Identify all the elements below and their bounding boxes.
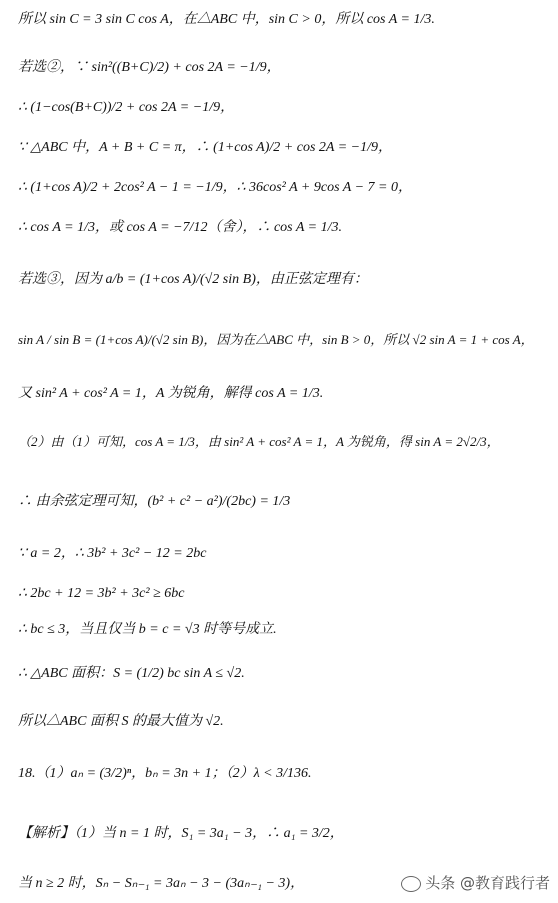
text-line-5: ∴ (1+cos A)/2 + 2cos² A − 1 = −1/9，∴ 36cos² A + 9cos A − 7 = 0， (18, 180, 412, 195)
text-line-18: 【解析】（1）当 n = 1 时，S₁ = 3a₁ − 3，∴ a₁ = 3/2， (18, 826, 344, 841)
text-line-10: （2）由（1）可知，cos A = 1/3，由 sin² A + cos² A = 1，A 为锐角，得 sin A = 2√2/3， (18, 434, 500, 449)
text-line-11: ∴ 由余弦定理可知，(b² + c² − a²)/(2bc) = 1/3 (18, 494, 291, 509)
speech-bubble-icon (401, 876, 421, 892)
text-line-19: 当 n ≥ 2 时，Sₙ − Sₙ₋₁ = 3aₙ − 3 − (3aₙ₋₁ − 3)， (18, 876, 305, 891)
text-line-4: ∵ △ABC 中，A + B + C = π，∴ (1+cos A)/2 + cos 2A = −1/9， (18, 140, 392, 155)
text-line-9: 又 sin² A + cos² A = 1，A 为锐角，解得 cos A = 1/3. (18, 386, 324, 401)
text-line-16: 所以△ABC 面积 S 的最大值为 √2. (18, 714, 224, 729)
text-line-13: ∴ 2bc + 12 = 3b² + 3c² ≥ 6bc (18, 586, 185, 601)
text-line-6: ∴ cos A = 1/3，或 cos A = −7/12（舍），∴ cos A = 1/3. (18, 220, 342, 235)
text-line-12: ∵ a = 2，∴ 3b² + 3c² − 12 = 2bc (18, 546, 207, 561)
watermark-text: 头条 @教育践行者 (425, 874, 550, 892)
text-line-8: sin A / sin B = (1+cos A)/(√2 sin B)，因为在△ABC 中，sin B > 0，所以 √2 sin A = 1 + cos A， (18, 332, 534, 347)
text-line-3: ∴ (1−cos(B+C))/2 + cos 2A = −1/9， (18, 100, 235, 115)
watermark (401, 872, 550, 893)
text-line-2: 若选②，∵ sin²((B+C)/2) + cos 2A = −1/9， (18, 60, 281, 75)
text-line-17: 18.（1）aₙ = (3/2)ⁿ，bₙ = 3n + 1；（2）λ < 3/136. (18, 766, 312, 781)
text-line-15: ∴ △ABC 面积：S = (1/2) bc sin A ≤ √2. (18, 666, 245, 681)
text-line-14: ∴ bc ≤ 3，当且仅当 b = c = √3 时等号成立. (18, 622, 277, 637)
text-line-1: 所以 sin C = 3 sin C cos A，在△ABC 中，sin C > 0，所以 cos A = 1/3. (18, 12, 435, 27)
text-line-7: 若选③，因为 a/b = (1+cos A)/(√2 sin B)，由正弦定理有： (18, 272, 368, 287)
